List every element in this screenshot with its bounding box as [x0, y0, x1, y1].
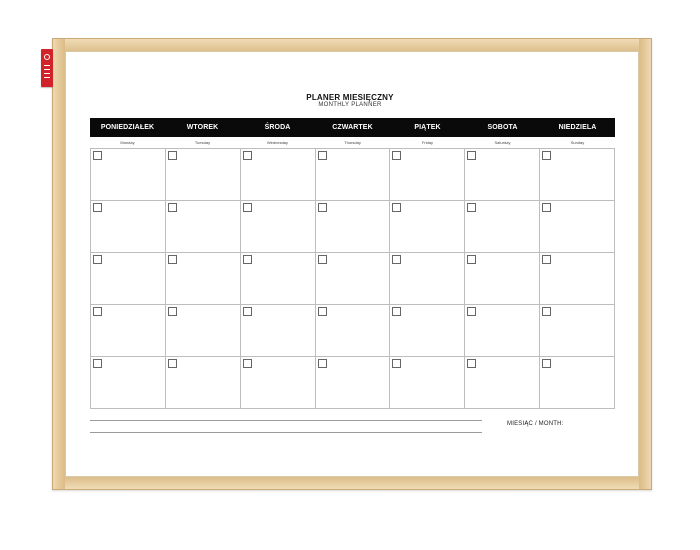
day-cell: [465, 201, 540, 253]
weekday-heading: CZWARTEK: [332, 124, 373, 131]
day-cell: [91, 305, 166, 357]
weekday-english-label: Thursday: [344, 140, 361, 145]
weekday-heading: PIĄTEK: [414, 124, 441, 131]
day-cell: [91, 253, 166, 305]
day-cell: [91, 149, 166, 201]
checkbox-icon: [243, 307, 252, 316]
weekday-english-label: Monday: [120, 140, 135, 145]
notes-line: [90, 432, 482, 433]
day-cell: [390, 357, 465, 409]
day-cell: [166, 201, 241, 253]
day-cell: [91, 201, 166, 253]
day-cell: [316, 357, 391, 409]
weekday-english-label: Friday: [421, 140, 434, 145]
day-cell: [540, 149, 615, 201]
checkbox-icon: [168, 151, 177, 160]
checkbox-icon: [93, 255, 102, 264]
checkbox-icon: [168, 203, 177, 212]
day-cell: [241, 253, 316, 305]
checkbox-icon: [318, 151, 327, 160]
checkbox-icon: [318, 307, 327, 316]
checkbox-icon: [392, 203, 401, 212]
day-cell: [390, 201, 465, 253]
checkbox-icon: [168, 307, 177, 316]
day-cell: [166, 357, 241, 409]
day-cell: [390, 253, 465, 305]
checkbox-icon: [93, 203, 102, 212]
checkbox-icon: [243, 151, 252, 160]
checkbox-icon: [318, 359, 327, 368]
frame-top-rail: [53, 39, 651, 51]
checkbox-icon: [542, 151, 551, 160]
checkbox-icon: [542, 307, 551, 316]
weekday-heading: WTOREK: [186, 124, 219, 131]
planner-subtitle: MONTHLY PLANNER: [318, 102, 382, 108]
day-cell: [316, 149, 391, 201]
checkbox-icon: [318, 203, 327, 212]
checkbox-icon: [318, 255, 327, 264]
weekday-english-label: Sunday: [570, 140, 585, 145]
weekday-english-label: Tuesday: [194, 140, 211, 145]
weekday-english-label: Saturday: [494, 140, 511, 145]
day-cell: [540, 201, 615, 253]
checkbox-icon: [93, 151, 102, 160]
day-cell: [316, 201, 391, 253]
checkbox-icon: [542, 203, 551, 212]
checkbox-icon: [93, 359, 102, 368]
brand-logo-icon: [44, 54, 50, 60]
checkbox-icon: [542, 255, 551, 264]
day-cell: [465, 305, 540, 357]
day-cell: [465, 253, 540, 305]
weekday-english-row: [90, 138, 615, 148]
checkbox-icon: [168, 359, 177, 368]
checkbox-icon: [392, 151, 401, 160]
checkbox-icon: [467, 203, 476, 212]
month-label: MIESIĄC / MONTH:: [507, 421, 564, 427]
day-cell: [465, 149, 540, 201]
day-cell: [540, 305, 615, 357]
weekday-english-label: Wednesday: [266, 140, 289, 145]
day-cell: [241, 357, 316, 409]
weekday-header-bar: [90, 118, 615, 137]
day-cell: [166, 305, 241, 357]
checkbox-icon: [243, 359, 252, 368]
day-cell: [390, 305, 465, 357]
day-cell: [241, 201, 316, 253]
checkbox-icon: [542, 359, 551, 368]
calendar-grid: [90, 148, 615, 409]
checkbox-icon: [168, 255, 177, 264]
day-cell: [390, 149, 465, 201]
planner-title: PLANER MIESIĘCZNY: [306, 93, 394, 102]
checkbox-icon: [467, 307, 476, 316]
checkbox-icon: [243, 255, 252, 264]
day-cell: [166, 253, 241, 305]
weekday-heading: ŚRODA: [264, 124, 291, 131]
frame-bottom-rail: [53, 477, 651, 489]
day-cell: [241, 305, 316, 357]
day-cell: [241, 149, 316, 201]
checkbox-icon: [93, 307, 102, 316]
day-cell: [540, 357, 615, 409]
day-cell: [540, 253, 615, 305]
day-cell: [465, 357, 540, 409]
checkbox-icon: [392, 255, 401, 264]
notes-line: [90, 420, 482, 421]
brand-tag-icon: [41, 49, 53, 87]
day-cell: [316, 305, 391, 357]
day-cell: [91, 357, 166, 409]
checkbox-icon: [392, 359, 401, 368]
weekday-heading: NIEDZIELA: [558, 124, 597, 131]
day-cell: [316, 253, 391, 305]
weekday-heading: SOBOTA: [487, 124, 518, 131]
weekday-heading: PONIEDZIAŁEK: [100, 124, 155, 131]
checkbox-icon: [467, 255, 476, 264]
day-cell: [166, 149, 241, 201]
checkbox-icon: [467, 359, 476, 368]
checkbox-icon: [392, 307, 401, 316]
checkbox-icon: [243, 203, 252, 212]
checkbox-icon: [467, 151, 476, 160]
